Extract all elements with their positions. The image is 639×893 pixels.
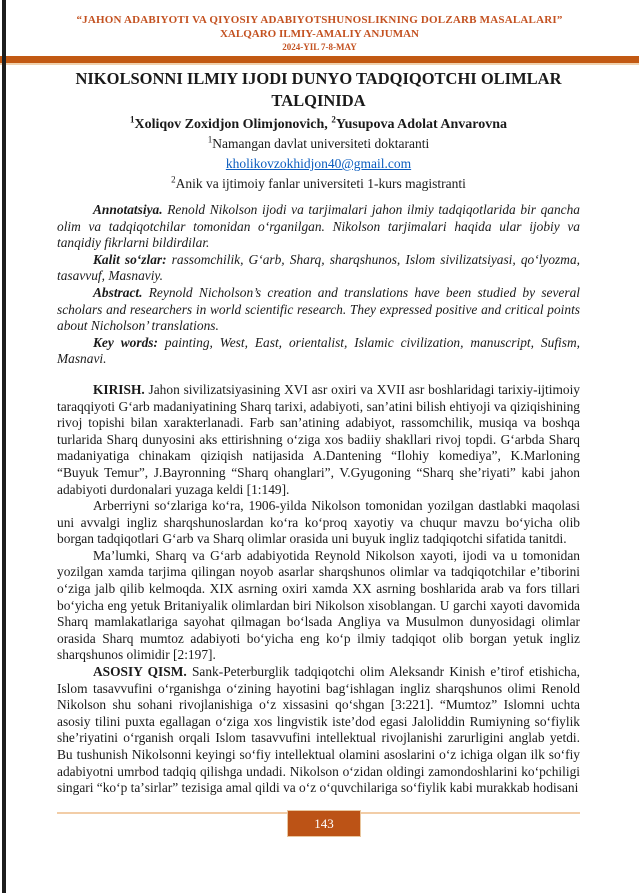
kirish-text: Jahon sivilizatsiyasining XVI asr oxiri va XVII asr boshlaridagi tarixiy-ijtimoiy taraqqiyoti Gʻarb madaniyatining Sharq tarixi, adabiyoti, sanʼatini bilish ehtiyoji va qiziqishining rivoj topishi bilan xarakterlanadi. Farb sanʼatining adabiyot, rassomchilik, musiqa va boshqa turlarida Sharq dunyosini aks ettirishning oʻziga xos badiiy shakllari rivoj topdi. Gʻarbda Sharq madaniyatiga chinakam qiziqish natijasida A.Dantening “Ilohiy komediya”, K.Marloning “Buyuk Temur”, J.Bayronning “Sharq ohanglari”, V.Gyugoning “Sharq sheʼriyati” kabi jahon adabiyoti durdonalari yuzaga keldi [1:149].: [57, 381, 580, 497]
keywords-uz-text: rassomchilik, Gʻarb, Sharq, sharqshunos, Islom sivilizatsiyasi, qoʻlyozma, tasavvuf, Masnaviy.: [57, 251, 580, 284]
asosiy-paragraph: [57, 664, 580, 797]
abstract-label: Abstract.: [93, 284, 143, 300]
author1-name: Xoliqov Zoxidjon Olimjonovich,: [134, 117, 328, 132]
keywords-uz-label: Kalit soʻzlar:: [93, 251, 167, 267]
affiliation2-superscript: 2: [171, 174, 176, 185]
email-link[interactable]: kholikovzokhidjon40@gmail.com: [225, 156, 412, 171]
asosiy-section-label: ASOSIY QISM.: [93, 664, 187, 680]
conference-date: 2024-YIL 7-8-MAY: [282, 42, 357, 52]
keywords-uz-paragraph: [57, 252, 580, 285]
annotation-text: Renold Nikolson ijodi va tarjimalari jahon ilmiy tadqiqotlarida bir qancha olim va tadqiqotchilar tomonidan oʻrganilgan. Nikolson tarjimalari haqida ular ijobiy va tanqidiy fikrlarni bildirdilar.: [57, 202, 580, 251]
authors-line: [57, 116, 580, 134]
affiliation1-superscript: 1: [207, 134, 213, 145]
email-line: [57, 154, 580, 174]
affiliation-1: [57, 134, 580, 154]
article-content: [57, 68, 580, 797]
conference-header: [40, 13, 599, 53]
affiliation1-text: Namangan davlat universiteti doktaranti: [212, 136, 430, 151]
annotation-label: Annotatsiya.: [93, 202, 163, 217]
keywords-en-text: painting, West, East, orientalist, Islamic civilization, manuscript, Sufism, Masnavi.: [57, 334, 580, 367]
article-title: NIKOLSONNI ILMIY IJODI DUNYO TADQIQOTCHI OLIMLAR TALQINIDA: [75, 69, 562, 110]
scan-edge-bar: [2, 0, 6, 893]
body-paragraph-3: Maʼlumki, Sharq va Gʻarb adabiyotida Reynold Nikolson xayoti, ijodi va u tomonidan yozilgan xamda tarjima qilingan noyob asarlar sharqshunos olimlar va tadqiqotchilar eʼtiborini oʻziga jalb qilib kelmoqda. XIX asrning oxiri xamda XX asrning boshlarida arab va fors tillari boʻyicha eng yetuk Britaniyalik olimlardan biri Nikolson xisoblangan. U garchi xayoti davomida Sharq mamlakatlariga sayohat qilmagan boʻlsada Angliya va Musulmon dunyosidagi olimlar orasida Sharq mumtoz adabiyoti boʻyicha eng koʻp ilmiy tadqiqot olib borgan yetuk ingliz sharqshunos olimidir [2:197].: [57, 547, 580, 663]
article-body: [57, 202, 580, 797]
conference-title: “JAHON ADABIYOTI VA QIYOSIY ADABIYOTSHUNOSLIKNING DOLZARB MASALALARI”: [76, 14, 563, 26]
abstract-text: Reynold Nicholson’s creation and translations have been studied by several scholars and researchers in world scientific research. They expressed positive and critical points about Nicholson’ translations.: [57, 284, 580, 334]
header-divider-bar: [0, 56, 639, 65]
abstract-paragraph: [57, 285, 580, 335]
kirish-paragraph: [57, 382, 580, 498]
author1-superscript: 1: [130, 114, 135, 125]
affiliation2-text: Anik va ijtimoiy fanlar universiteti 1-kurs magistranti: [175, 176, 466, 191]
page-number-badge: [287, 810, 361, 837]
annotation-paragraph: [57, 202, 580, 252]
author2-name: Yusupova Adolat Anvarovna: [335, 117, 507, 132]
body-paragraph-2: Arberriyni soʻzlariga koʻra, 1906-yilda Nikolson tomonidan yozilgan dastlabki maqolasi uni avvalgi ingliz sharqshunoslardan koʻra koʻproq xayotiy va chuqur mavzu boʻyicha olib borgan tadqiqotlari Gʻarb va Sharq olimlar orasida uni buyuk ingliz tadqiqotchi sifatida tanitdi.: [57, 498, 580, 547]
author2-superscript: 2: [331, 114, 336, 125]
affiliation-2: [57, 174, 580, 194]
keywords-en-paragraph: [57, 335, 580, 368]
page-number: 143: [314, 815, 334, 831]
keywords-en-label: Key words:: [93, 334, 158, 350]
kirish-section-label: KIRISH.: [93, 381, 145, 397]
asosiy-text: Sank-Peterburglik tadqiqotchi olim Aleksandr Kinish eʼtirof etishicha, Islom tasavvufini oʻrganishga oʻzining hayotini bagʻishlagan ingliz sharqshunos olimi Renold Nikolson shu sohani rivojlanishiga oʻz xissasini qoʻshgan [3:221]. “Mumtoz” Islomni uchta asosiy tilini puxta egallagan oʻziga xos lingvistik isteʼdod egasi Jaloliddin Rumiyning soʻfiylik sheʼriyatini oʻrganish orqali Islom tasavvufini intellektual rivojlanishi zarurligini anglab yetdi. Bu tushunish Nikolsonni keyingi soʻfiy intellektual olamini asoslarini oʻz ichiga olgan ilk soʻfiy adabiyotni umrbod tadqiq qilishga undadi. Nikolson oʻzidan oldingi zamondoshlarini koʻpchiligi singari “koʻp taʼsirlar” tezisiga amal qildi va oʻz oʻquvchilariga soʻfiylik kabi murakkab hodisani: [57, 664, 580, 796]
abstract-block: [57, 202, 580, 368]
conference-subtitle: XALQARO ILMIY-AMALIY ANJUMAN: [219, 28, 420, 40]
